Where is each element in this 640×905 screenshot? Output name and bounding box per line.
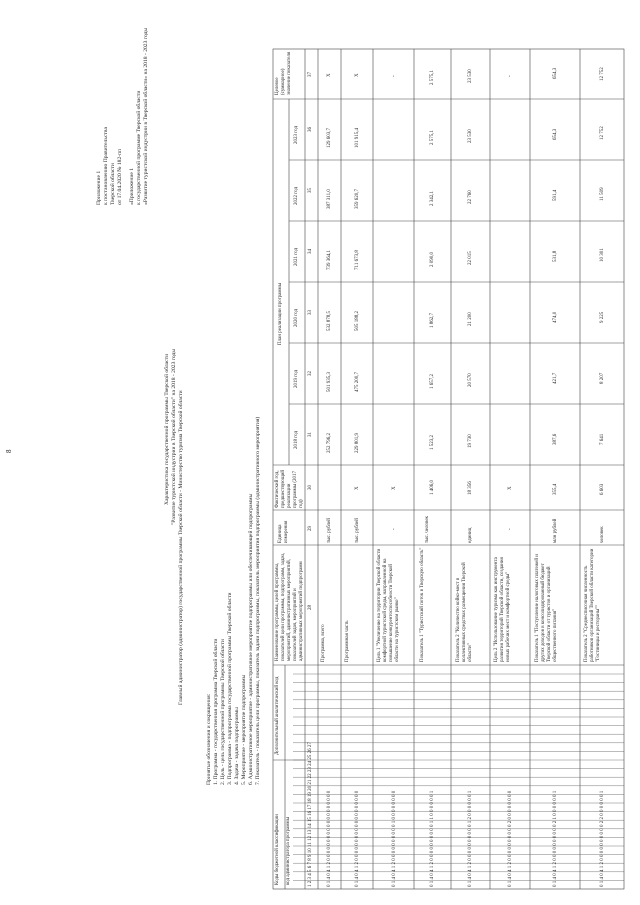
row-value: 11 509 bbox=[600, 187, 605, 201]
row-name: Цель 1 "Увеличение на территории Тверской области комфортной туристской среды, направленной на повышение конкурентоспособности Тверской области на туристском рынке" bbox=[377, 548, 400, 662]
appendix-line: «Приложение 1 bbox=[129, 167, 135, 205]
row-target: 23 530 bbox=[468, 69, 473, 83]
code-column-numbers: 1 2 3 4 5 6 7 8 9 10 11 12 13 14 15 16 17 18 19 20 21 22 23 24 25 26 27 bbox=[308, 742, 313, 887]
row-value: 101 915,4 bbox=[355, 128, 360, 148]
row-name: Показатель 2 "Количество койко-мест в коллективных средствах размещения Тверской области" bbox=[456, 562, 473, 662]
row-code: 0 1 4 0 4 1 2 0 0 0 0 0 0 0 0 0 0 2 2 0 0 0 0 0 0 1 bbox=[600, 790, 605, 887]
header-classification: Коды бюджетной классификации bbox=[275, 814, 280, 885]
header-additional-code: Дополнительный аналитический код bbox=[275, 676, 280, 755]
row-value: 2 575,1 bbox=[430, 130, 435, 145]
row-name: Показатель 1 "Туристский поток в Тверскую область" bbox=[420, 547, 425, 662]
legend-heading: Принятые обозначения и сокращения: bbox=[206, 693, 212, 785]
row-value: 531,8 bbox=[553, 250, 558, 262]
title-line: Главный администратор (администратор) государственной программы Тверской области - Министерство туризма Тверской области bbox=[178, 390, 184, 705]
row-value: 359 620,7 bbox=[355, 189, 360, 209]
row-name: Показатель 1 "Поступление налоговых платежей и других доходов в консолидированный бюджет Тверской области от туристов и организаций общественного питания" bbox=[535, 554, 558, 662]
row-value: 654,3 bbox=[553, 128, 558, 140]
row-actual: Х bbox=[355, 486, 360, 490]
column-number: 31 bbox=[308, 432, 313, 437]
header-name: Наименование программы, целей программы, показателей цели программы, подпрограмм, задач, мероприятий, административных мероприятий, показателей задач, мероприятий и административных мероприятий подпрограмм bbox=[275, 552, 304, 661]
row-target: - bbox=[392, 75, 397, 77]
column-number: 34 bbox=[308, 249, 313, 254]
row-value: 711 673,8 bbox=[355, 250, 360, 270]
title-line: "Развитие туристской индустрии в Тверской области" на 2018 - 2023 годы bbox=[171, 348, 177, 525]
row-code: 0 1 4 0 4 1 2 0 0 0 0 0 0 0 0 0 0 1 1 0 0 0 0 0 0 1 bbox=[430, 790, 435, 887]
column-number: 29 bbox=[308, 526, 313, 531]
appendix-line: от 17.04.2020 № 182-пп bbox=[117, 148, 123, 205]
row-value: 19 730 bbox=[468, 434, 473, 448]
appendix-line: Тверской области bbox=[110, 163, 116, 205]
appendix-line: «Развитие туристской индустрии в Тверской области» на 2018 - 2023 годы bbox=[143, 27, 149, 205]
title-line: Характеристика государственной программы Тверской области bbox=[164, 353, 170, 505]
appendix-line: к постановлению Правительства bbox=[103, 127, 109, 205]
row-target: 12 752 bbox=[600, 67, 605, 81]
row-actual: 6 603 bbox=[600, 483, 605, 495]
row-target: Х bbox=[355, 73, 360, 77]
row-value: 22 015 bbox=[468, 251, 473, 265]
row-code: 0 1 4 0 4 1 2 0 0 0 0 0 0 0 0 0 0 0 0 0 0 0 0 0 0 0 bbox=[327, 790, 332, 887]
row-value: 474,0 bbox=[553, 311, 558, 323]
header-actual-year: Фактический год, предшествующий реализации программы (2017 год) bbox=[275, 469, 304, 508]
row-value: 421,7 bbox=[553, 372, 558, 384]
row-target: 2 575,1 bbox=[430, 70, 435, 85]
row-value: 1 523,2 bbox=[430, 435, 435, 450]
row-unit: млн рублей bbox=[553, 518, 558, 543]
header-year: 2022 год bbox=[294, 186, 299, 205]
row-actual: 1 406,0 bbox=[430, 480, 435, 495]
row-value: 2 090,0 bbox=[430, 252, 435, 267]
row-value: 2 342,1 bbox=[430, 191, 435, 206]
row-value: 1 657,2 bbox=[430, 374, 435, 389]
row-name: Программа, всего bbox=[321, 624, 326, 662]
row-unit: тыс. человек bbox=[425, 516, 430, 543]
row-code: 0 1 4 0 4 1 2 0 0 0 0 0 0 0 0 0 0 2 1 0 0 0 0 0 0 1 bbox=[553, 790, 558, 887]
row-value: 591,4 bbox=[553, 189, 558, 201]
row-value: 505 188,2 bbox=[355, 311, 360, 331]
row-value: 20 570 bbox=[468, 373, 473, 387]
column-number: 30 bbox=[308, 485, 313, 490]
row-actual: 18 356 bbox=[468, 481, 473, 495]
row-value: 387,6 bbox=[553, 433, 558, 445]
header-year: 2021 год bbox=[294, 247, 299, 266]
appendix-line: Приложение 1 bbox=[96, 170, 102, 205]
row-name: Цель 2 "Использование туризма как инструмента развития территорий Тверской области, создания новых рабочих мест и комфортной среды" bbox=[494, 557, 511, 662]
header-year: 2020 год bbox=[294, 308, 299, 327]
row-value: 12 752 bbox=[600, 126, 605, 140]
row-target: Х bbox=[327, 73, 332, 77]
row-actual: Х bbox=[392, 486, 397, 490]
header-year: 2019 год bbox=[294, 369, 299, 388]
row-value: 475 200,7 bbox=[355, 372, 360, 392]
row-target: - bbox=[508, 75, 513, 77]
row-unit: единиц bbox=[468, 527, 473, 543]
legend-item: 4. Задача - задача подпрограммы bbox=[234, 707, 240, 785]
column-number: 36 bbox=[308, 127, 313, 132]
row-value: 532 878,5 bbox=[327, 311, 332, 331]
row-value: 8 207 bbox=[600, 372, 605, 384]
legend-item: 7. Показатель - показатель цели программы, показатель задачи подпрограммы, показатель мероприятия подпрограммы (административного мероприятия) bbox=[255, 416, 261, 785]
page-number: 8 bbox=[5, 449, 13, 453]
column-number: 28 bbox=[308, 605, 313, 610]
row-value: 739 364,1 bbox=[327, 250, 332, 270]
row-actual: 355,4 bbox=[553, 483, 558, 495]
row-code: 0 1 4 0 4 1 2 0 0 0 0 0 0 0 0 0 0 0 0 0 0 0 0 0 0 0 bbox=[355, 790, 360, 887]
row-name: Программная часть bbox=[345, 620, 350, 662]
row-value: 129 603,7 bbox=[327, 128, 332, 148]
row-value: 252 796,2 bbox=[327, 433, 332, 453]
row-unit: тыс. рублей bbox=[327, 518, 332, 543]
row-unit: - bbox=[392, 528, 397, 530]
column-number: 33 bbox=[308, 310, 313, 315]
legend-item: 3. Подпрограмма - подпрограмма государственной программы Тверской области bbox=[227, 592, 233, 785]
header-year: 2023 год bbox=[294, 125, 299, 144]
header-unit: Единица измерения bbox=[278, 520, 289, 543]
row-value: 387 311,0 bbox=[327, 189, 332, 209]
column-number: 37 bbox=[308, 72, 313, 77]
row-target: 654,3 bbox=[553, 67, 558, 79]
row-value: 7 641 bbox=[600, 433, 605, 445]
row-unit: - bbox=[508, 528, 513, 530]
column-number: 32 bbox=[308, 371, 313, 376]
header-year: 2018 год bbox=[294, 430, 299, 449]
row-actual: Х bbox=[508, 486, 513, 490]
column-number: 35 bbox=[308, 188, 313, 193]
row-value: 501 935,3 bbox=[327, 372, 332, 392]
legend-item: 2. Цель - цель государственной программы Тверской области bbox=[220, 639, 226, 785]
header-plan: План реализации программы bbox=[278, 282, 283, 345]
row-name: Показатель 2 "Среднесписочная численность работников организаций Тверской области категории "Гостиницы и рестораны"" bbox=[584, 548, 601, 662]
header-admin-code: код администратора программы bbox=[286, 816, 291, 885]
row-code: 0 1 4 0 4 1 2 0 0 0 0 0 0 0 0 0 0 2 0 0 0 0 0 0 0 0 bbox=[508, 790, 513, 887]
legend-item: 6. Административное мероприятие - административное мероприятие подпрограммы или обеспечивающей подпрограммы bbox=[248, 493, 254, 785]
row-value: 1 862,7 bbox=[430, 313, 435, 328]
row-unit: человек bbox=[600, 526, 605, 543]
legend-item: 5. Мероприятие - мероприятие подпрограммы bbox=[241, 674, 247, 785]
row-unit: тыс. рублей bbox=[355, 518, 360, 543]
row-code: 0 1 4 0 4 1 2 0 0 0 0 0 0 0 0 0 0 1 0 0 0 0 0 0 0 0 bbox=[392, 790, 397, 887]
row-value: 23 530 bbox=[468, 129, 473, 143]
appendix-line: к государственной программе Тверской области bbox=[136, 90, 142, 205]
row-code: 0 1 4 0 4 1 2 0 0 0 0 0 0 0 0 0 0 1 2 0 0 0 0 0 0 1 bbox=[468, 790, 473, 887]
row-value: 10 301 bbox=[600, 248, 605, 262]
row-value: 21 200 bbox=[468, 312, 473, 326]
row-value: 229 801,9 bbox=[355, 433, 360, 453]
legend-item: 1. Программа - государственная программа Тверской области bbox=[213, 638, 219, 785]
row-value: 9 225 bbox=[600, 311, 605, 323]
row-value: 22 760 bbox=[468, 190, 473, 204]
header-target: Целевое (суммарное) значение показателя bbox=[275, 51, 292, 95]
